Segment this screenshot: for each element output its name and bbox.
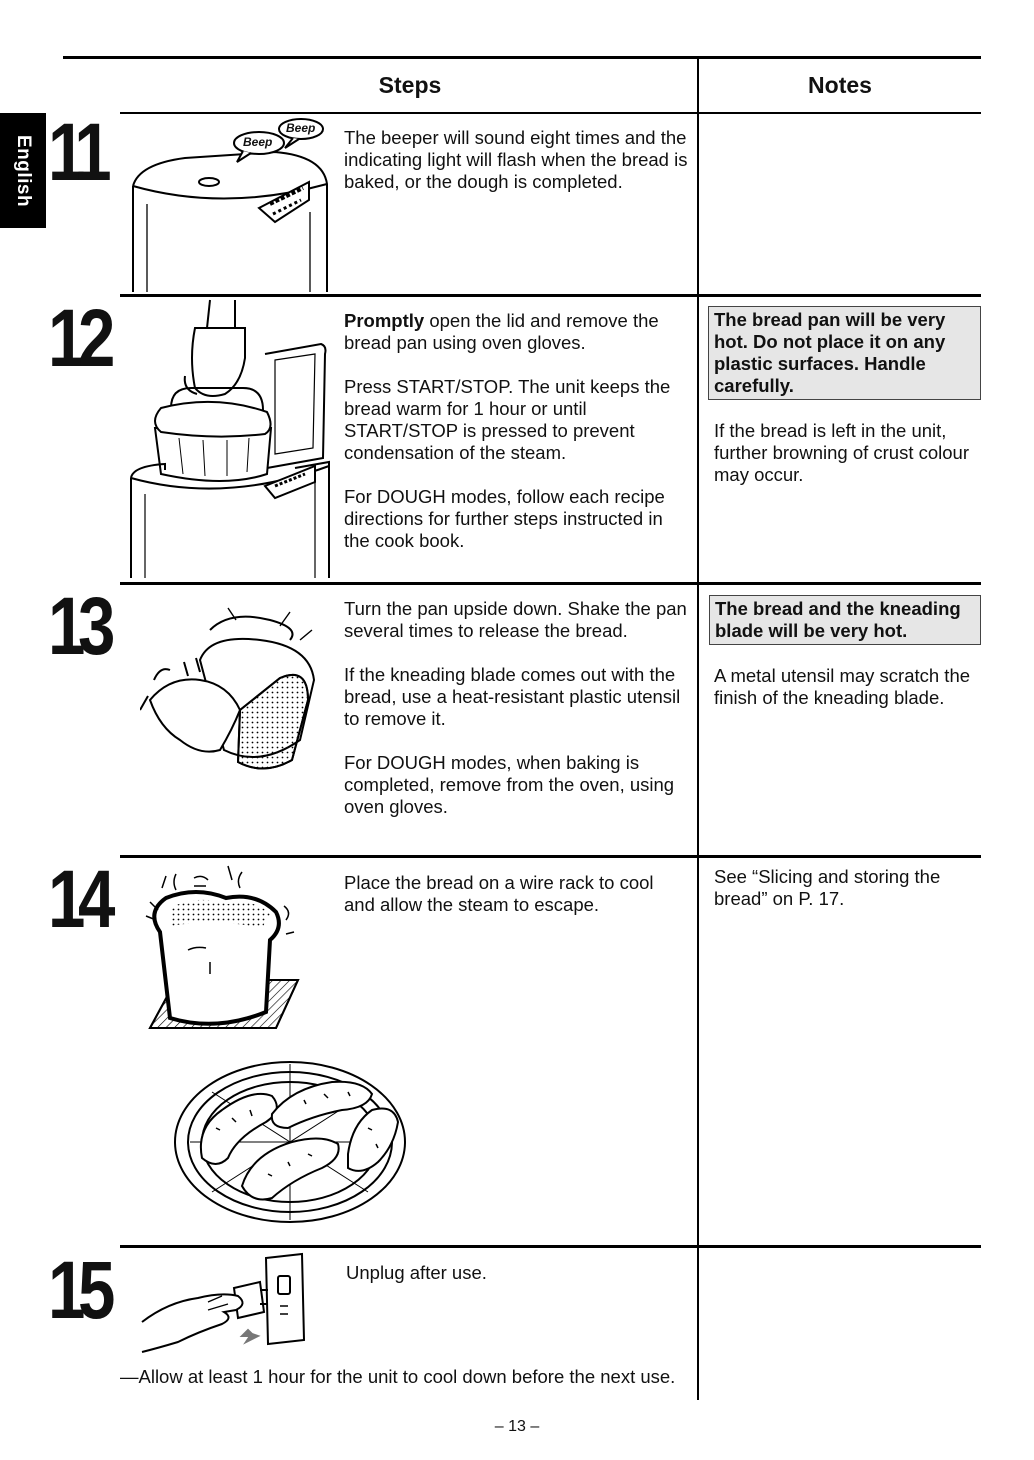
step-13-paragraph-2: If the kneading blade comes out with the bread, use a heat-resistant plastic utensil to remove it. [344, 664, 681, 729]
bread-cooling-on-rack-illustration [136, 862, 306, 1047]
step-12-paragraph-2: Press START/STOP. The unit keeps the bread warm for 1 hour or until START/STOP is pressed to prevent condensation of the steam. [344, 376, 671, 463]
beep-bubble-1: Beep [243, 135, 273, 149]
step-number-15: 15 [48, 1245, 109, 1336]
step-14-text: Place the bread on a wire rack to cool and allow the steam to escape. [344, 872, 654, 915]
step-number-12: 12 [48, 293, 109, 384]
row-rule-15 [120, 1245, 981, 1248]
steps-header: Steps [378, 72, 442, 98]
header-rule [120, 112, 981, 114]
beep-bubble-2: Beep [286, 121, 316, 135]
cooling-footnote: —Allow at least 1 hour for the unit to cool down before the next use. [120, 1366, 676, 1387]
step-12-note: If the bread is left in the unit, further browning of crust colour may occur. [714, 420, 970, 485]
promptly-emphasis: Promptly [344, 310, 425, 331]
language-tab [0, 113, 46, 228]
remove-bread-pan-illustration [125, 298, 335, 578]
step-12-paragraph-1-rest: open the lid and remove the bread pan using oven gloves. [344, 310, 659, 353]
step-11-text [344, 127, 689, 193]
step-number-11: 11 [48, 107, 105, 198]
top-rule [63, 56, 981, 59]
step-12-paragraph-3: For DOUGH modes, follow each recipe directions for further steps instructed in the cook book. [344, 486, 665, 551]
step-11-paragraph: The beeper will sound eight times and the indicating light will flash when the bread is baked, or the dough is completed. [344, 127, 688, 192]
step-13-paragraph-3: For DOUGH modes, when baking is completed, remove from the oven, using oven gloves. [344, 752, 675, 817]
step-13-paragraph-1: Turn the pan upside down. Shake the pan several times to release the bread. [344, 598, 687, 641]
column-divider [697, 58, 699, 1400]
turn-pan-upside-down-illustration [140, 600, 340, 780]
notes-header: Notes [808, 72, 872, 98]
step-number-13: 13 [48, 581, 109, 672]
unplug-illustration [138, 1252, 308, 1358]
step-12-text [344, 310, 692, 552]
row-rule-14 [120, 855, 981, 858]
row-rule-13 [120, 582, 981, 585]
bread-maker-beeping-illustration [125, 116, 335, 292]
row-rule-12 [120, 294, 981, 297]
step-15-text: Unplug after use. [346, 1262, 487, 1283]
page-number: – 13 – [494, 1418, 540, 1435]
step-12-paragraph-1 [344, 310, 692, 354]
rolls-on-wire-rack-illustration [172, 1058, 408, 1226]
step-13-text [344, 598, 692, 818]
step-12-warning: The bread pan will be very hot. Do not place it on any plastic surfaces. Handle carefully. [708, 306, 981, 400]
step-14-note: See “Slicing and storing the bread” on P. 17. [714, 866, 941, 909]
language-label: English [13, 134, 34, 207]
step-13-note: A metal utensil may scratch the finish of the kneading blade. [714, 665, 971, 708]
step-number-14: 14 [48, 854, 109, 945]
step-13-warning: The bread and the kneading blade will be very hot. [709, 595, 981, 645]
